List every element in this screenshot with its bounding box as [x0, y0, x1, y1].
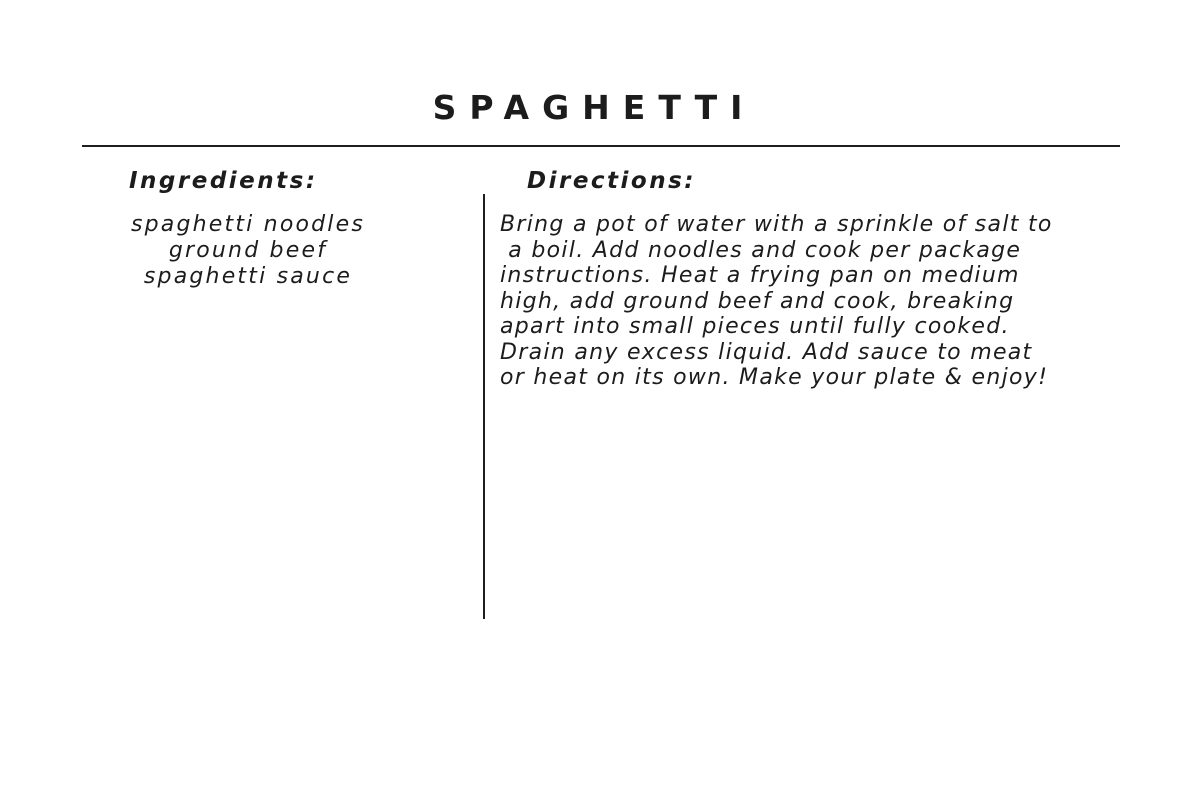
title-divider — [82, 145, 1120, 147]
ingredient-item: spaghetti sauce — [143, 264, 353, 289]
directions-line: Bring a pot of water with a sprinkle of salt to — [500, 212, 1053, 237]
directions-line: instructions. Heat a frying pan on medium — [500, 263, 1020, 288]
ingredient-item: ground beef — [168, 238, 328, 263]
directions-line: Drain any excess liquid. Add sauce to meat — [500, 339, 1033, 365]
directions-heading: Directions: — [527, 168, 696, 194]
ingredient-item: spaghetti noodles — [130, 212, 366, 237]
column-divider — [483, 194, 485, 619]
ingredients-list — [88, 212, 408, 290]
directions-line: a boil. Add noodles and cook per package — [500, 237, 1022, 263]
directions-line: apart into small pieces until fully cooked. — [500, 314, 1010, 339]
directions-line: or heat on its own. Make your plate & enjoy! — [500, 365, 1049, 390]
directions-line: high, add ground beef and cook, breaking — [500, 288, 1015, 314]
recipe-title: SPAGHETTI — [432, 88, 756, 127]
ingredients-heading: Ingredients: — [129, 168, 318, 194]
directions-text — [500, 212, 1190, 391]
